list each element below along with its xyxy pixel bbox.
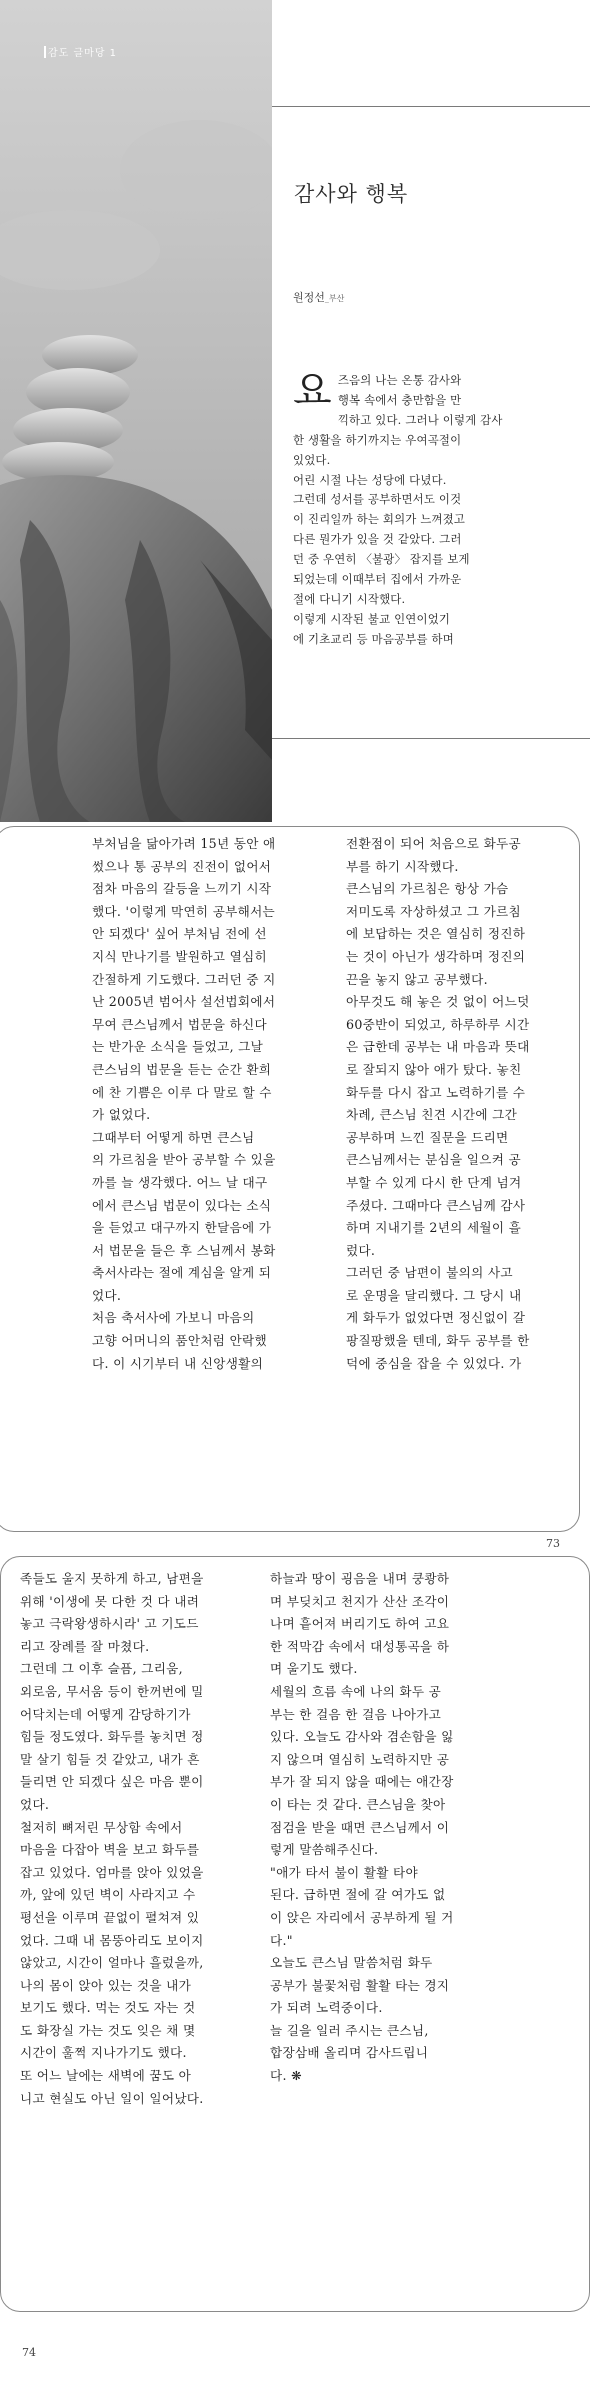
text-line: 을 듣었고 대구까지 한달음에 가 xyxy=(92,1220,272,1236)
text-line: 고향 어머니의 품안처럼 안락했 xyxy=(92,1333,267,1349)
text-line: 마음을 다잡아 벽을 보고 화두를 xyxy=(20,1842,200,1858)
text-line: 된다. 급하면 절에 갈 여가도 없 xyxy=(270,1887,446,1903)
text-line: 로 운명을 달리했다. 그 당시 내 xyxy=(346,1287,522,1303)
page73-column-right xyxy=(346,833,561,1375)
text-line: 지 않으며 열심히 노력하지만 공 xyxy=(270,1751,450,1767)
text-line: 며 울기도 했다. xyxy=(270,1661,358,1677)
text-line: 던 중 우연히 〈불광〉 잡지를 보게 xyxy=(293,552,470,567)
text-line: 었다. 그때 내 몸뚱아리도 보이지 xyxy=(20,1932,204,1948)
text-line: 는 것이 아닌가 생각하며 정진의 xyxy=(346,948,526,964)
text-line: 저미도록 자상하셨고 그 가르침 xyxy=(346,903,521,919)
text-line: 족들도 울지 못하게 하고, 남편을 xyxy=(20,1571,204,1586)
text-line: 들리면 안 되겠다 싶은 마음 뿐이 xyxy=(20,1774,204,1790)
text-line: 주셨다. 그때마다 큰스님께 감사 xyxy=(346,1197,526,1213)
text-line: 점검을 받을 때면 큰스님께서 이 xyxy=(270,1819,450,1835)
text-line: 안 되겠다' 싶어 부처님 전에 선 xyxy=(92,926,267,942)
text-line: 에서 큰스님 법문이 있다는 소식 xyxy=(92,1197,272,1213)
text-line: 는 반가운 소식을 들었고, 그날 xyxy=(92,1039,264,1055)
text-line: 이 타는 것 같다. 큰스님을 찾아 xyxy=(270,1796,446,1812)
text-line: 잡고 있었다. 엄마를 앉아 있었을 xyxy=(20,1864,204,1880)
text-line: 덕에 중심을 잡을 수 있었다. 가 xyxy=(346,1355,522,1371)
text-line: 말 살기 힘들 것 같았고, 내가 흔 xyxy=(20,1751,200,1767)
text-line: 이렇게 시작된 불교 인연이었기 xyxy=(293,611,451,626)
text-line: 화두를 다시 잡고 노력하기를 수 xyxy=(346,1084,526,1100)
text-line: 했다. '이렇게 막연히 공부해서는 xyxy=(92,903,276,919)
author-name: 원정선 xyxy=(293,291,325,304)
text-line: 한 생활을 하기까지는 우여곡절이 xyxy=(293,432,462,447)
text-line: "애가 타서 불이 활활 타야 xyxy=(270,1864,418,1880)
text-line: 팡질팡했을 텐데, 화두 공부를 한 xyxy=(346,1333,530,1349)
text-line: 차례, 큰스님 친견 시간에 그간 xyxy=(346,1107,518,1123)
text-line: 렇게 말씀해주신다. xyxy=(270,1842,379,1858)
text-line: 다." xyxy=(270,1932,293,1948)
article-title: 감사와 행복 xyxy=(294,182,409,206)
page-number-73: 73 xyxy=(546,1537,560,1550)
text-line: 공부하며 느낀 질문을 드리면 xyxy=(346,1129,509,1145)
text-line: 되었는데 이때부터 집에서 가까운 xyxy=(293,572,462,587)
text-line: 철저히 뼈저린 무상함 속에서 xyxy=(20,1819,183,1835)
text-line: 의 가르침을 받아 공부할 수 있을 xyxy=(92,1152,276,1168)
text-line: 늘 길을 일러 주시는 큰스님, xyxy=(270,2022,429,2038)
top-rule xyxy=(272,106,590,107)
text-line: 행복 속에서 충만함을 만 xyxy=(337,392,462,407)
text-line: 다. ❋ xyxy=(270,2068,302,2084)
text-line: 나의 몸이 앉아 있는 것을 내가 xyxy=(20,1977,192,1993)
author-location: _부산 xyxy=(324,294,345,303)
text-line: 전환점이 되어 처음으로 화두공 xyxy=(346,836,521,851)
text-line: 큰스님의 법문을 듣는 순간 환희 xyxy=(92,1061,272,1077)
text-line: 점차 마음의 갈등을 느끼기 시작 xyxy=(92,881,272,897)
text-line: 렀다. xyxy=(346,1242,376,1258)
intro-column xyxy=(293,368,531,650)
text-line: 큰스님께서는 분심을 일으켜 공 xyxy=(346,1152,521,1168)
text-line: 다른 뭔가가 있을 것 같았다. 그러 xyxy=(293,532,462,547)
text-line: 어닥치는데 어떻게 감당하기가 xyxy=(20,1706,191,1722)
text-line: 다. 이 시기부터 내 신앙생활의 xyxy=(92,1355,264,1371)
text-line: 평선을 이루며 끝없이 펼쳐져 있 xyxy=(20,1909,200,1925)
text-line: 처음 축서사에 가보니 마음의 xyxy=(92,1310,255,1326)
text-line: 아무것도 해 놓은 것 없이 어느덧 xyxy=(346,994,530,1010)
text-line: 그런데 성서를 공부하면서도 이것 xyxy=(293,492,462,507)
intro-body xyxy=(293,471,531,650)
text-line: 않았고, 시간이 얼마나 흘렀을까, xyxy=(20,1955,204,1971)
text-line: 하며 지내기를 2년의 세월이 흘 xyxy=(346,1220,522,1236)
text-line: 무여 큰스님께서 법문을 하신다 xyxy=(92,1016,267,1032)
text-line: 었다. xyxy=(20,1796,50,1812)
page74-column-right xyxy=(270,1568,495,2088)
stone-cairn-photo xyxy=(0,0,272,822)
text-line: 합장삼배 올리며 감사드립니 xyxy=(270,2045,429,2061)
text-line: 절에 다니기 시작했다. xyxy=(293,591,406,606)
text-line: 또 어느 날에는 새벽에 꿈도 아 xyxy=(20,2068,192,2084)
text-line: 까, 앞에 있던 벽이 사라지고 수 xyxy=(20,1887,196,1903)
text-line: 부가 잘 되지 않을 때에는 애간장 xyxy=(270,1774,454,1790)
text-line: 에 보답하는 것은 열심히 정진하 xyxy=(346,926,526,942)
text-line: 까를 늘 생각했다. 어느 날 대구 xyxy=(92,1174,268,1190)
text-line: 놓고 극락왕생하시라' 고 기도드 xyxy=(20,1616,199,1632)
series-tag: 감도 글마당 1 xyxy=(48,48,118,59)
page-number-74: 74 xyxy=(22,2346,36,2359)
text-line: 서 법문을 들은 후 스님께서 봉화 xyxy=(92,1242,276,1258)
text-line: 있다. 오늘도 감사와 겸손함을 잃 xyxy=(270,1729,454,1745)
text-line: 부할 수 있게 다시 한 단계 넘겨 xyxy=(346,1174,522,1190)
text-line: 난 2005년 범어사 설선법회에서 xyxy=(92,994,276,1010)
dropcap: 요 xyxy=(293,368,332,414)
text-line: 간절하게 기도했다. 그러던 중 지 xyxy=(92,971,276,987)
text-line: 부는 한 걸음 한 걸음 나아가고 xyxy=(270,1706,442,1722)
text-line: 리고 장례를 잘 마쳤다. xyxy=(20,1638,150,1654)
text-line: 부처님을 닮아가려 15년 동안 애 xyxy=(92,836,276,851)
text-line: 큰스님의 가르침은 항상 가슴 xyxy=(346,881,509,897)
text-line: 이 앉은 자리에서 공부하게 될 거 xyxy=(270,1909,454,1925)
text-line: 그러던 중 남편이 불의의 사고 xyxy=(346,1265,513,1281)
text-line: 외로움, 무서움 등이 한꺼번에 밀 xyxy=(20,1683,204,1699)
text-line: 공부가 불꽃처럼 활활 타는 경지 xyxy=(270,1977,450,1993)
article-author xyxy=(293,289,344,305)
text-line: 그때부터 어떻게 하면 큰스님 xyxy=(92,1129,255,1145)
text-line: 한 적막감 속에서 대성통곡을 하 xyxy=(270,1638,450,1654)
section-rule xyxy=(272,738,590,739)
text-line: 세월의 흐름 속에 나의 화두 공 xyxy=(270,1683,442,1699)
text-line: 오늘도 큰스님 말씀처럼 화두 xyxy=(270,1955,433,1971)
text-line: 로 잘되지 않아 애가 탔다. 놓친 xyxy=(346,1061,522,1077)
text-line: 게 화두가 없었다면 정신없이 갈 xyxy=(346,1310,526,1326)
text-line: 도 화장실 가는 것도 잊은 채 몇 xyxy=(20,2022,196,2038)
text-line: 나며 흩어져 버리기도 하여 고요 xyxy=(270,1616,450,1632)
text-line: 시간이 훌쩍 지나가기도 했다. xyxy=(20,2045,187,2061)
text-line: 하늘과 땅이 굉음을 내며 쿵쾅하 xyxy=(270,1571,450,1586)
text-line: 즈음의 나는 온통 감사와 xyxy=(337,373,462,387)
text-line: 며 부딪치고 천지가 산산 조각이 xyxy=(270,1593,450,1609)
text-line: 가 없었다. xyxy=(92,1107,151,1123)
text-line: 에 찬 기쁨은 이루 다 말로 할 수 xyxy=(92,1084,272,1100)
text-line: 에 기초교리 등 마음공부를 하며 xyxy=(293,631,454,646)
text-line: 썼으나 통 공부의 진전이 없어서 xyxy=(92,858,272,874)
text-line: 있었다. xyxy=(293,452,331,467)
text-line: 축서사라는 절에 계심을 알게 되 xyxy=(92,1265,272,1281)
page73-column-left xyxy=(92,833,307,1375)
text-line: 그런데 그 이후 슬픔, 그리움, xyxy=(20,1661,183,1677)
text-line: 은 급한데 공부는 내 마음과 뜻대 xyxy=(346,1039,530,1055)
series-tag-bar xyxy=(44,46,46,58)
page74-column-left xyxy=(20,1568,245,2110)
text-line: 위해 '이생에 못 다한 것 다 내려 xyxy=(20,1593,200,1609)
text-line: 끈을 놓지 않고 공부했다. xyxy=(346,971,488,987)
text-line: 어린 시절 나는 성당에 다녔다. xyxy=(293,472,447,487)
text-line: 었다. xyxy=(92,1287,122,1303)
text-line: 힘들 정도였다. 화두를 놓치면 정 xyxy=(20,1729,204,1745)
text-line: 끽하고 있다. 그러나 이렇게 감사 xyxy=(337,412,503,427)
text-line: 보기도 했다. 먹는 것도 자는 것 xyxy=(20,2000,196,2016)
text-line: 가 되려 노력중이다. xyxy=(270,2000,383,2016)
text-line: 지식 만나기를 발원하고 열심히 xyxy=(92,948,267,964)
text-line: 60중반이 되었고, 하루하루 시간 xyxy=(346,1016,530,1032)
text-line: 부를 하기 시작했다. xyxy=(346,858,459,874)
text-line: 이 진리일까 하는 회의가 느껴졌고 xyxy=(293,512,466,527)
text-line: 니고 현실도 아닌 일이 일어났다. xyxy=(20,2090,204,2106)
